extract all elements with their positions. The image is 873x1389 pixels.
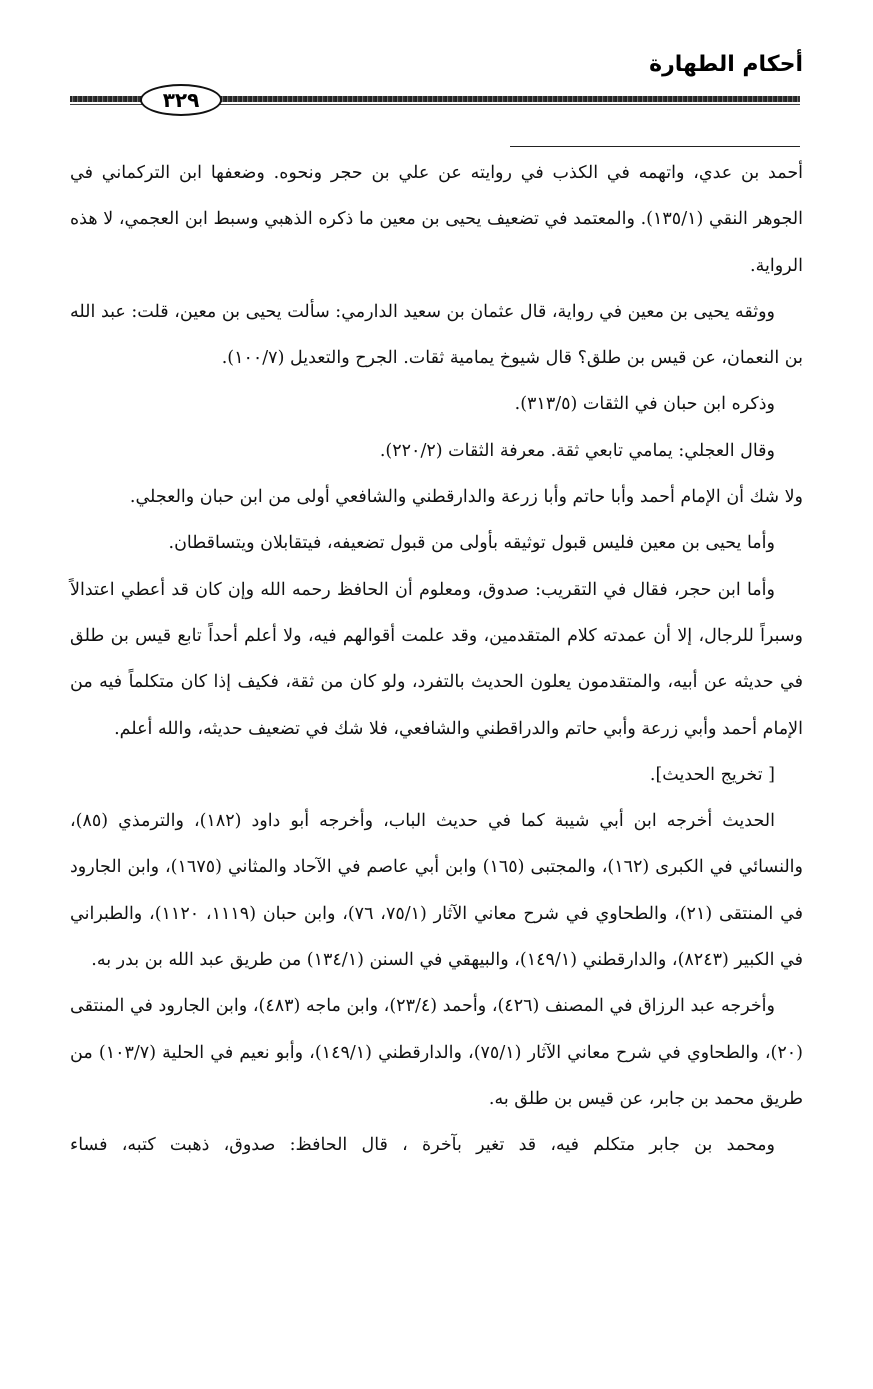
paragraph-3: وذكره ابن حبان في الثقات (٣١٣/٥). — [514, 394, 775, 415]
paragraph-10: وأخرجه عبد الرزاق في المصنف (٤٢٦)، وأحمد (٢٣/٤)، وابن ماجه (٤٨٣)، وابن الجارود في المنتقى (٢٠)، والطحاوي في شرح معاني الآثار (٧٥/١)، والدارقطني (١٤٩/١)، وأبو نعيم في الحلية (١٠٣/٧) من طريق محمد بن جابر، عن قيس بن طلق به. — [70, 996, 803, 1109]
paragraph-7: وأما ابن حجر، فقال في التقريب: صدوق، ومعلوم أن الحافظ رحمه الله وإن كان قد أعطي اعتدالاً وسبراً للرجال، إلا أن عمدته كلام المتقدمين، وقد علمت أقوالهم فيه، ولا أعلم أحداً تابع قيس بن طلق في حديثه عن أبيه، والمتقدمون يعلون الحديث بالتفرد، ولو كان من ثقة، فكيف إذا كان متكلماً فيه من الإمام أحمد وأبي زرعة وأبي حاتم والدراقطني والشافعي، فلا شك في تضعيف حديثه، والله أعلم. — [70, 579, 803, 739]
paragraph-1: أحمد بن عدي، واتهمه في الكذب في روايته عن علي بن حجر ونحوه. وضعفها ابن التركماني في الجوهر النقي (١٣٥/١). والمعتمد في تضعيف يحيى بن معين ما ذكره الذهبي وسبط ابن العجمي، لا هذه الرواية. — [70, 163, 803, 276]
paragraph-5: ولا شك أن الإمام أحمد وأبا حاتم وأبا زرعة والدارقطني والشافعي أولى من ابن حبان والعجلي. — [129, 487, 803, 508]
running-title: أحكام الطهارة — [649, 52, 803, 77]
paragraph-4: وقال العجلي: يمامي تابعي ثقة. معرفة الثقات (٢٢٠/٢). — [379, 440, 775, 461]
paragraph-11: ومحمد بن جابر متكلم فيه، قد تغير بآخرة ، قال الحافظ: صدوق، ذهبت كتبه، فساء — [70, 1135, 775, 1156]
paragraph-2: ووثقه يحيى بن معين في رواية، قال عثمان بن سعيد الدارمي: سألت يحيى بن معين، قلت: عبد الله بن النعمان، عن قيس بن طلق؟ قال شيوخ يمامية ثقات. الجرح والتعديل (١٠٠/٧). — [70, 301, 803, 369]
page-body — [70, 150, 803, 1169]
footnote-separator — [510, 146, 800, 147]
paragraph-6: وأما يحيى بن معين فليس قبول توثيقه بأولى من قبول تضعيفه، فيتقابلان ويتساقطان. — [168, 533, 775, 554]
page-number: ٣٢٩ — [140, 84, 222, 116]
paragraph-9: الحديث أخرجه ابن أبي شيبة كما في حديث الباب، وأخرجه أبو داود (١٨٢)، والترمذي (٨٥)، والنسائي في الكبرى (١٦٢)، والمجتبى (١٦٥) وابن أبي عاصم في الآحاد والمثاني (١٦٧٥)، وابن الجارود في المنتقى (٢١)، والطحاوي في شرح معاني الآثار (٧٥/١، ٧٦)، وابن حبان (١١١٩، ١١٢٠)، والطبراني في الكبير (٨٢٤٣)، والدارقطني (١٤٩/١)، والبيهقي في السنن (١٣٤/١) من طريق عبد الله بن بدر به. — [70, 811, 804, 971]
section-heading-takhrij: [ تخريج الحديث]. — [649, 764, 775, 785]
